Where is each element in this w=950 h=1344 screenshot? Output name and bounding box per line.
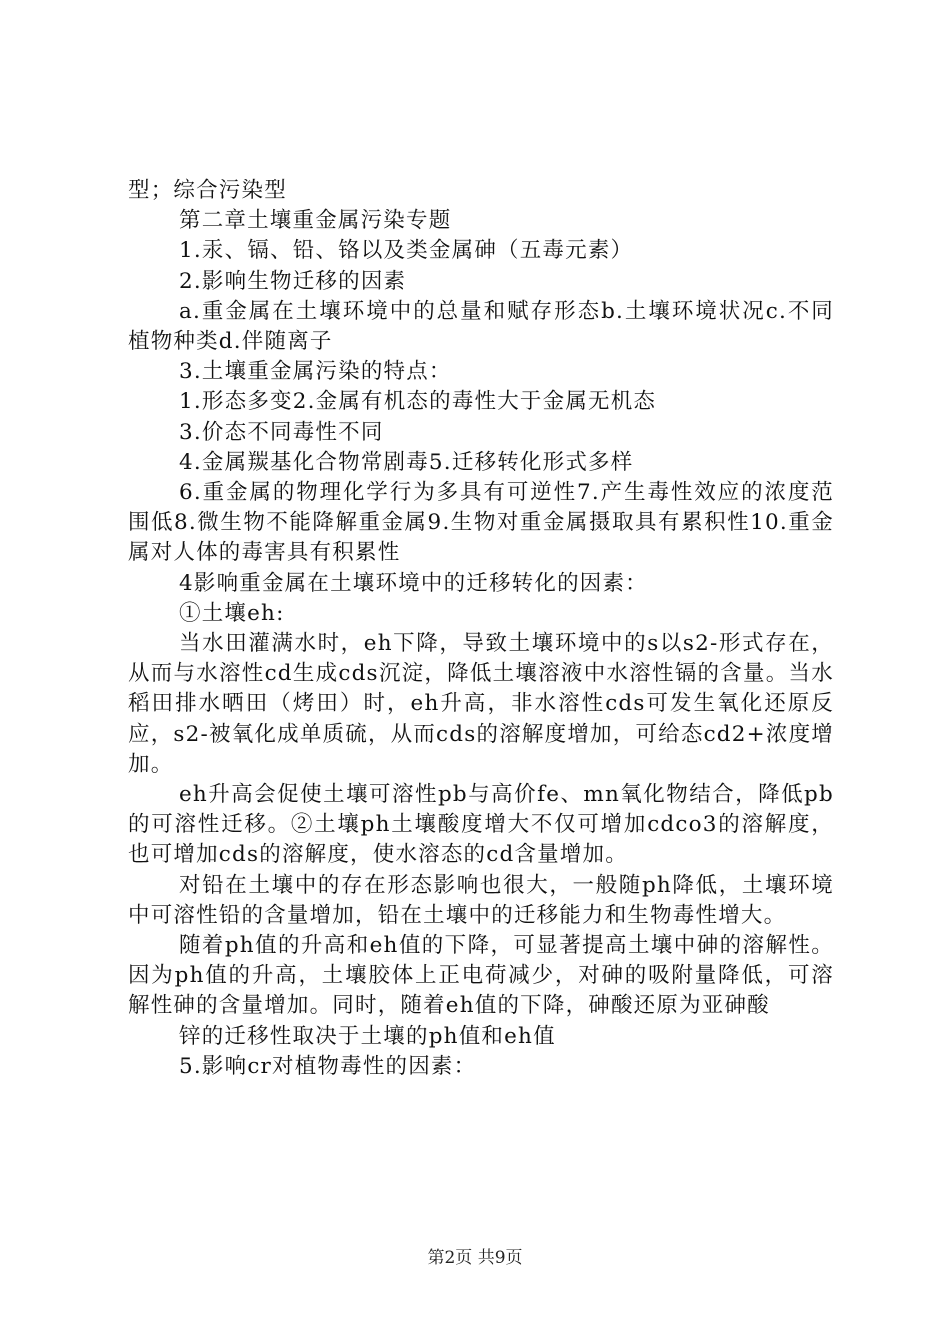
paragraph: 锌的迁移性取决于土壤的ph值和eh值 bbox=[179, 1023, 556, 1049]
paragraph: ①土壤eh: bbox=[179, 600, 285, 626]
paragraph: 随着ph值的升高和eh值的下降，可显著提高土壤中砷的溶解性。因为ph值的升高，土壤胶体上正电荷减少，对砷的吸附量降低，可溶解性砷的含量增加。同时，随着eh值的下降，砷酸还原为亚砷酸 bbox=[128, 933, 834, 1019]
paragraph: 型；综合污染型 bbox=[128, 178, 287, 203]
paragraph: a.重金属在土壤环境中的总量和赋存形态b.土壤环境状况c.不同植物种类d.伴随离子 bbox=[128, 298, 834, 355]
paragraph: 6.重金属的物理化学行为多具有可逆性7.产生毒性效应的浓度范围低8.微生物不能降解重金属9.生物对重金属摄取具有累积性10.重金属对人体的毒害具有积累性 bbox=[128, 480, 834, 566]
paragraph: eh升高会促使土壤可溶性pb与高价fe、mn氧化物结合，降低pb的可溶性迁移。②土壤ph土壤酸度增大不仅可增加cdco3的溶解度，也可增加cds的溶解度，使水溶态的cd含量增加。 bbox=[128, 782, 834, 868]
paragraph: 3.价态不同毒性不同 bbox=[179, 419, 384, 445]
paragraph: 4影响重金属在土壤环境中的迁移转化的因素： bbox=[179, 570, 648, 596]
paragraph: 2.影响生物迁移的因素 bbox=[179, 268, 407, 294]
paragraph: 3.土壤重金属污染的特点： bbox=[179, 359, 452, 385]
paragraph: 第二章土壤重金属污染专题 bbox=[179, 208, 452, 234]
paragraph: 4.金属羰基化合物常剧毒5.迁移转化形式多样 bbox=[179, 449, 634, 475]
paragraph: 1.形态多变2.金属有机态的毒性大于金属无机态 bbox=[179, 389, 657, 415]
paragraph: 对铅在土壤中的存在形态影响也很大，一般随ph降低，土壤环境中可溶性铅的含量增加，铅在土壤中的迁移能力和生物毒性增大。 bbox=[128, 872, 834, 928]
paragraph: 5.影响cr对植物毒性的因素： bbox=[179, 1053, 477, 1079]
page-number-footer: 第2页 共9页 bbox=[427, 1248, 523, 1268]
paragraph: 当水田灌满水时，eh下降，导致土壤环境中的s以s2-形式存在，从而与水溶性cd生成cds沉淀，降低土壤溶液中水溶性镉的含量。当水稻田排水晒田（烤田）时，eh升高，非水溶性cds可发生氧化还原反应，s2-被氧化成单质硫，从而cds的溶解度增加，可给态cd2+浓度增加。 bbox=[128, 631, 834, 777]
paragraph: 1.汞、镉、铅、铬以及类金属砷（五毒元素） bbox=[179, 238, 634, 264]
document-body bbox=[128, 176, 834, 1082]
